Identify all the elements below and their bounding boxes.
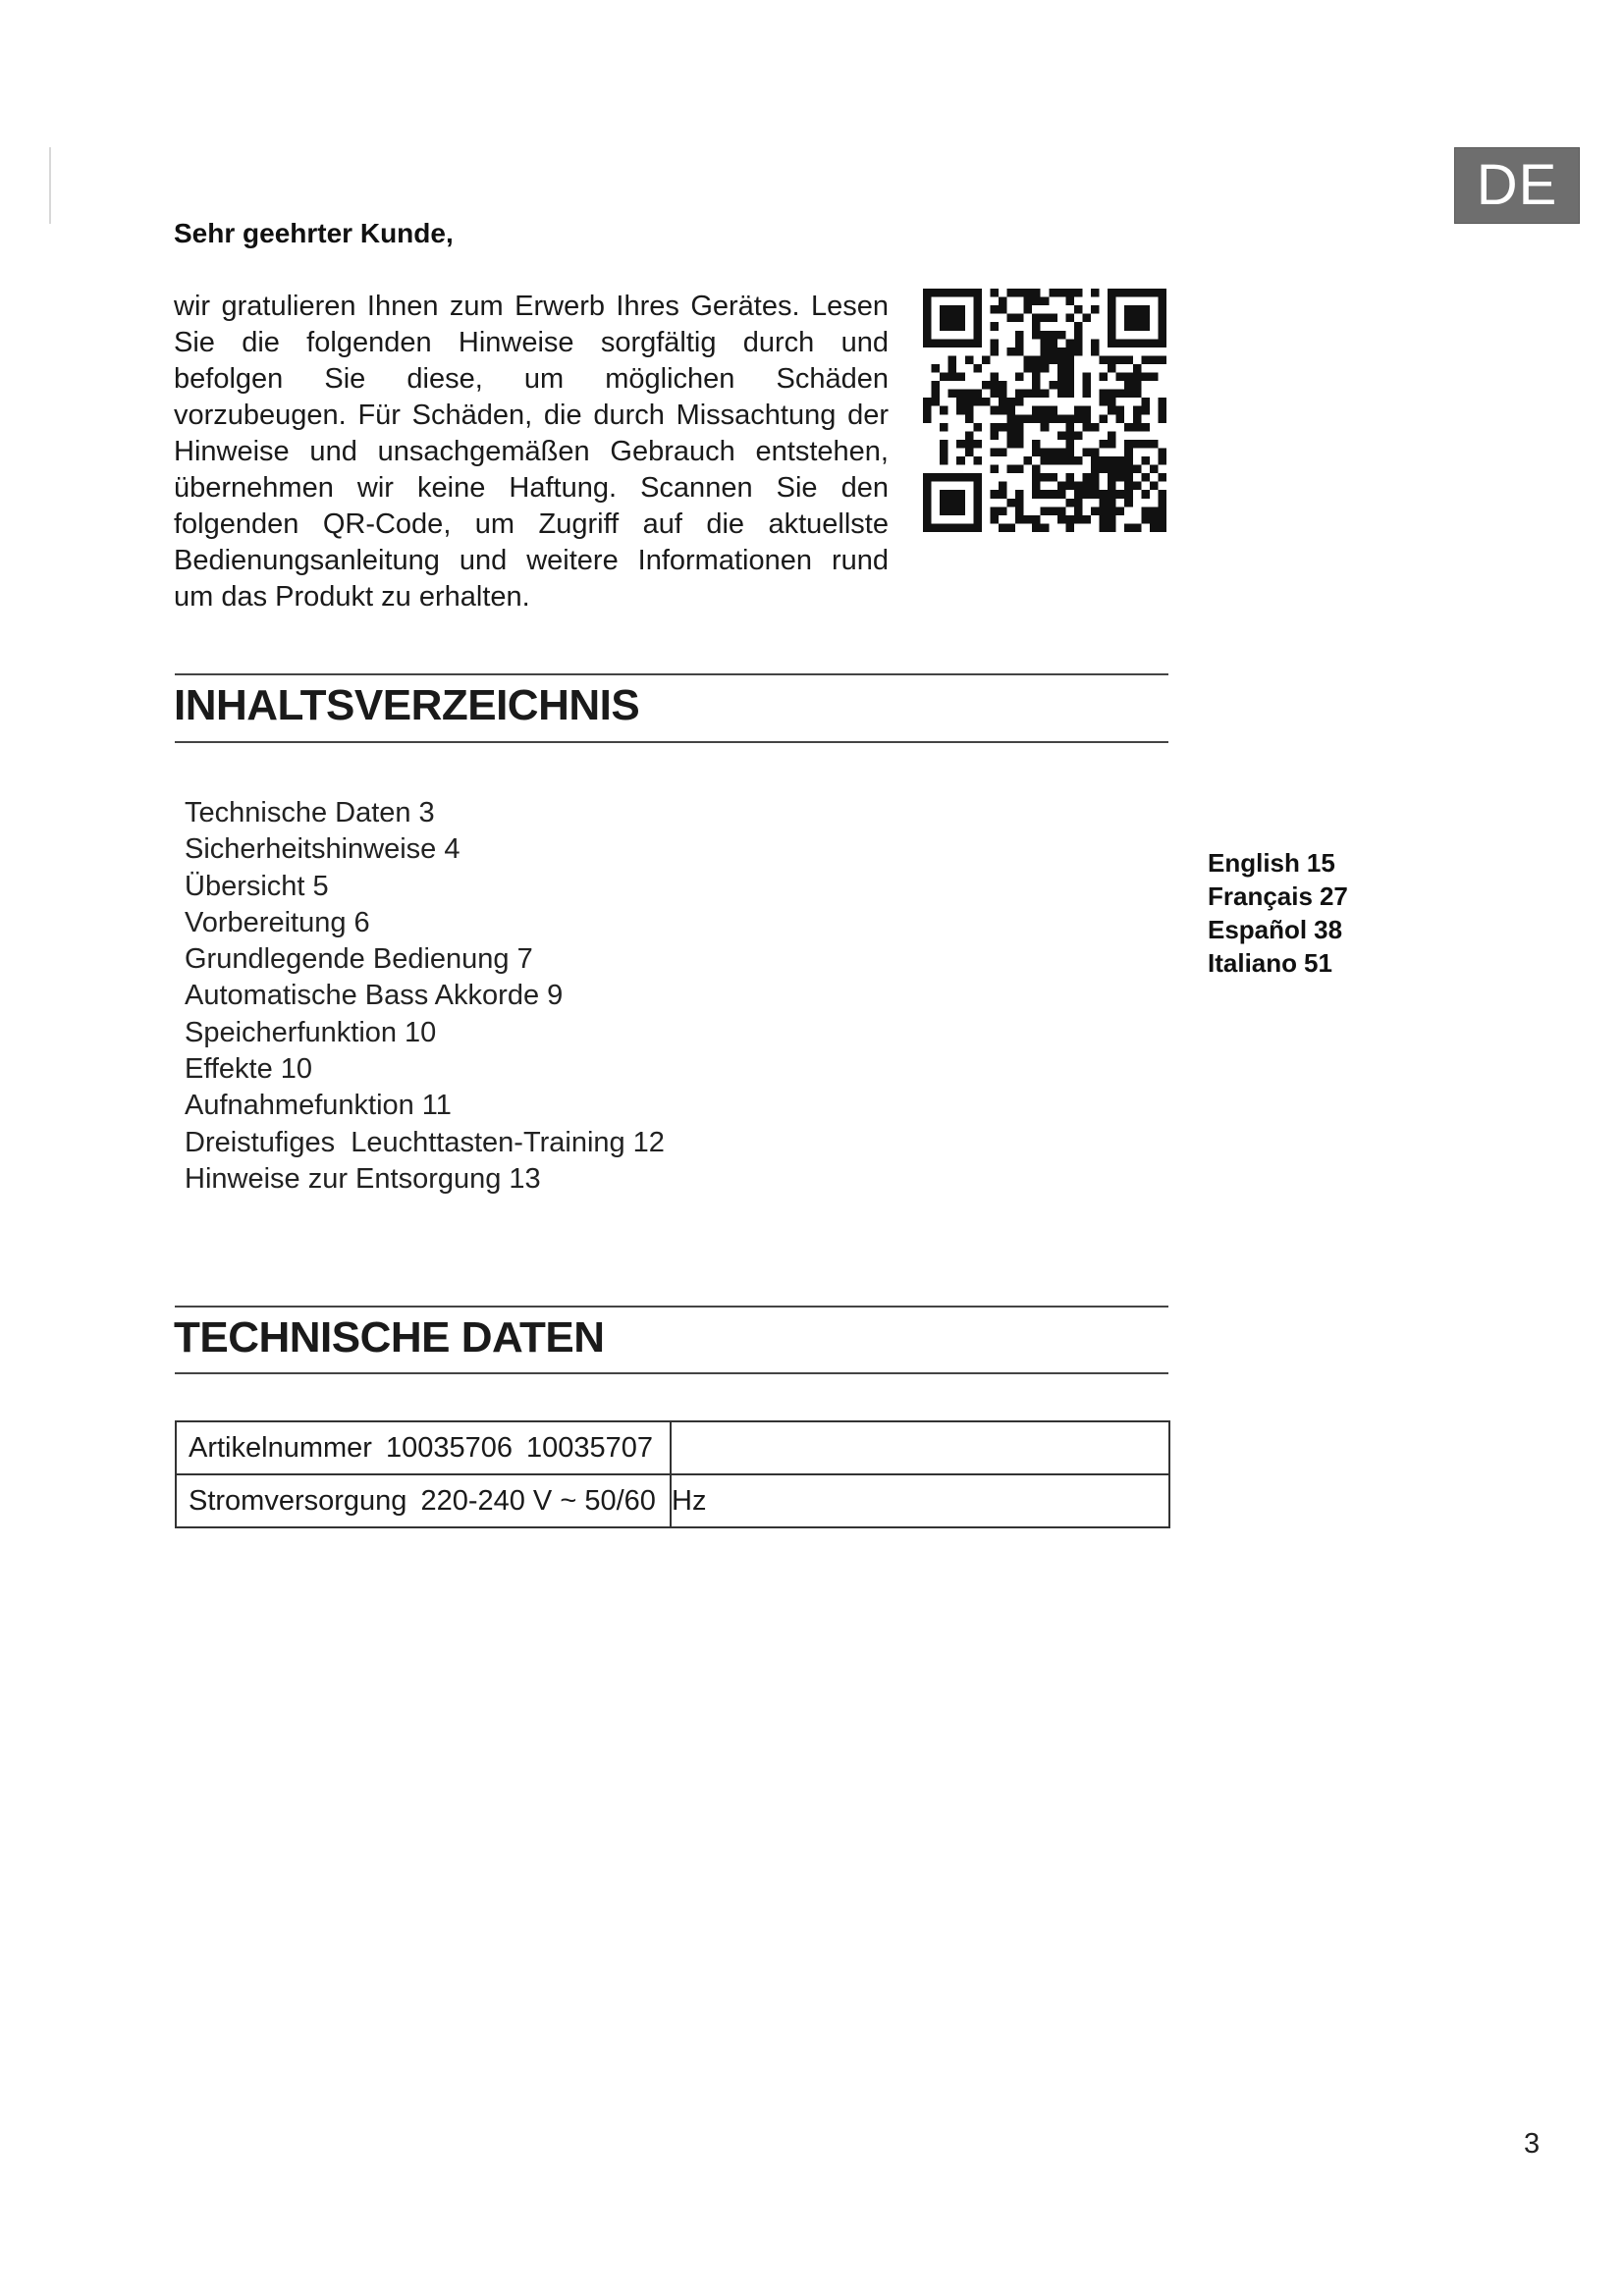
toc-heading: INHALTSVERZEICHNIS <box>174 681 640 729</box>
tech-rule-bottom <box>175 1372 1168 1374</box>
toc-item[interactable]: Vorbereitung 6 <box>185 906 370 938</box>
power-supply-cell: Stromversorgung 220-240 V ~ 50/60 <box>176 1474 671 1527</box>
table-row <box>176 1474 1169 1527</box>
qr-code-icon[interactable] <box>923 289 1166 532</box>
margin-line <box>49 147 51 224</box>
article-number-cell: Artikelnummer 10035706 10035707 <box>176 1421 671 1474</box>
toc-item[interactable]: Grundlegende Bedienung 7 <box>185 943 533 976</box>
language-link-italian[interactable]: Italiano 51 <box>1208 948 1332 978</box>
toc-item[interactable]: Sicherheitshinweise 4 <box>185 833 460 866</box>
toc-rule-bottom <box>175 741 1168 743</box>
language-link-english[interactable]: English 15 <box>1208 848 1335 878</box>
greeting: Sehr geehrter Kunde, <box>174 218 454 248</box>
language-badge: DE <box>1454 147 1580 224</box>
toc-item[interactable]: Aufnahmefunktion 11 <box>185 1090 452 1122</box>
language-link-french[interactable]: Français 27 <box>1208 881 1348 911</box>
toc-list <box>185 795 665 1198</box>
article-number-value-cell <box>671 1421 1169 1474</box>
toc-rule-top <box>175 673 1168 675</box>
toc-item[interactable]: Automatische Bass Akkorde 9 <box>185 980 564 1012</box>
toc-item[interactable]: Dreistufiges Leuchttasten-Training 12 <box>185 1126 665 1158</box>
page-number: 3 <box>1524 2128 1541 2160</box>
power-supply-unit-cell: Hz <box>671 1474 1169 1527</box>
language-index <box>1208 846 1348 980</box>
tech-data-table <box>175 1420 1170 1528</box>
toc-item[interactable]: Übersicht 5 <box>185 870 329 902</box>
toc-item[interactable]: Technische Daten 3 <box>185 797 435 828</box>
language-link-spanish[interactable]: Español 38 <box>1208 915 1343 944</box>
toc-item[interactable]: Effekte 10 <box>185 1053 313 1086</box>
toc-item[interactable]: Speicherfunktion 10 <box>185 1016 437 1048</box>
toc-item[interactable]: Hinweise zur Entsorgung 13 <box>185 1162 541 1195</box>
table-row <box>176 1421 1169 1474</box>
intro-paragraph: wir gratulieren Ihnen zum Erwerb Ihres Gerätes. Lesen Sie die folgenden Hinweise sorgfältig durch und befolgen Sie diese, um möglichen Schäden vorzubeugen. Für Schäden, die durch Missachtung der Hinweise und unsachgemäßen Gebrauch entstehen, übernehmen wir keine Haftung. Scannen Sie den folgenden QR-Code, um Zugriff auf die aktuellste Bedienungsanleitung und weitere Informationen rund um das Produkt zu erhalten. <box>174 291 889 613</box>
tech-rule-top <box>175 1306 1168 1308</box>
tech-heading: TECHNISCHE DATEN <box>174 1313 605 1362</box>
